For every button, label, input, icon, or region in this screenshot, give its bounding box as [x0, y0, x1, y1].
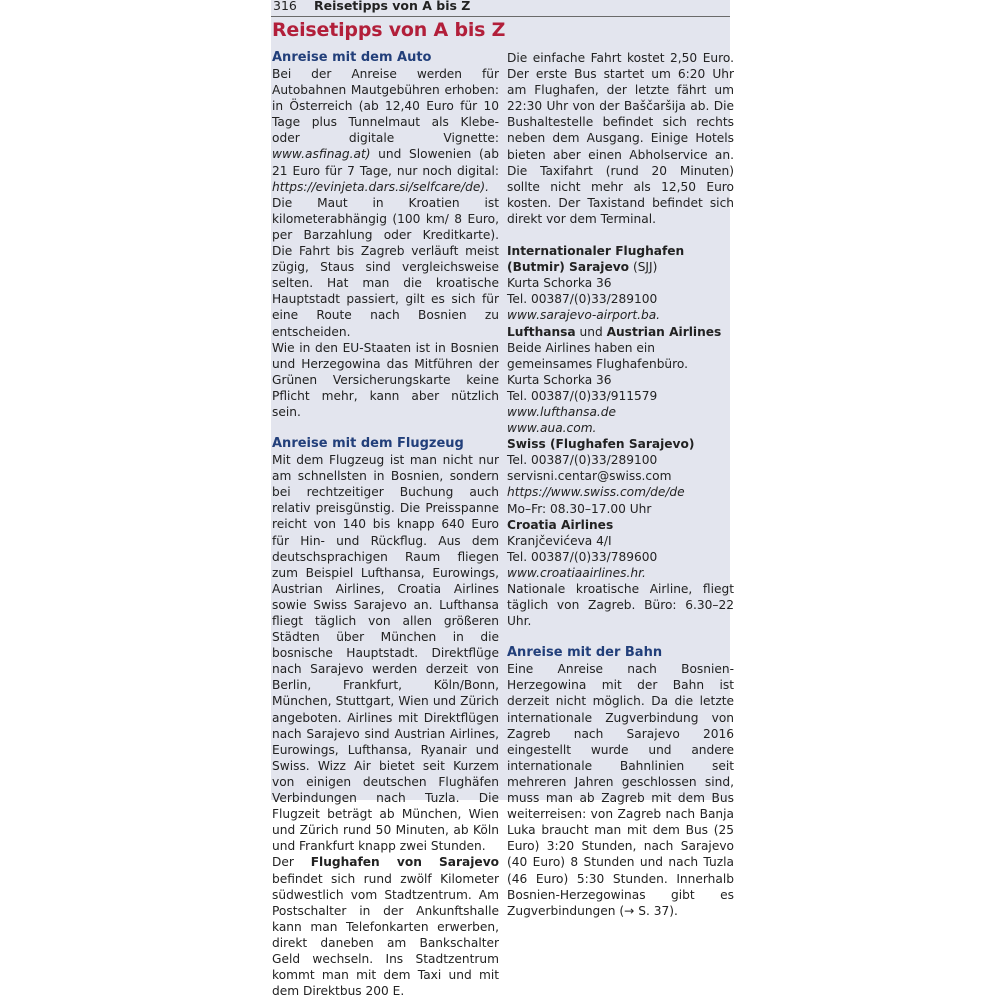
flug-paragraph-1: Mit dem Flugzeug ist man nicht nur am schnellsten in Bosnien, sondern bei rechtzeitiger Buchung auch relativ preisgünstig. Die Preisspanne reicht von 140 bis knapp 640 Euro für Hin- und Rückflug. Aus dem deutschsprachigen Raum fliegen zum Beispiel Lufthansa, Eurowings, Austrian Airlines, Croatia Airlines sowie Swiss Sarajevo an. Lufthansa fliegt täglich von allen größeren Städten über München in die bosnische Hauptstadt. Direktflüge nach Sarajevo werden derzeit von Berlin, Frankfurt, Köln/Bonn, München, Stuttgart, Wien und Zürich angeboten. Airlines mit Direktflügen nach Sarajevo sind Austrian Airlines, Eurowings, Lufthansa, Ryanair und Swiss. Wizz Air bietet seit Kurzem von einigen deutschen Flughäfen Verbindungen nach Tuzla. Die Flugzeit beträgt ab München, Wien und Zürich rund 50 Minuten, ab Köln und Frankfurt knapp zwei Stunden.	[272, 453, 499, 854]
evinjeta-link[interactable]: https://evinjeta.dars.si/selfcare/de).	[272, 179, 489, 194]
lufthansa-address: Kurta Schorka 36	[507, 372, 612, 387]
airport-web-link[interactable]: www.sarajevo-airport.ba.	[507, 308, 661, 323]
asfinag-link[interactable]: www.asfinag.at)	[272, 147, 371, 162]
lufthansa-tel: Tel. 00387/(0)33/911579	[507, 388, 658, 403]
airport-tel: Tel. 00387/(0)33/289100	[507, 292, 658, 307]
page-title: Reisetipps von A bis Z	[272, 19, 506, 41]
airport-code: (SJJ)	[632, 260, 658, 275]
flug-text-a: Der	[272, 855, 294, 870]
croatia-name: Croatia Airlines	[507, 517, 614, 532]
lufthansa-und: und	[579, 324, 603, 339]
airport-contact	[507, 243, 734, 323]
flughafen-sarajevo-term: Flughafen von Sarajevo	[310, 855, 500, 870]
croatia-address: Kranjčevićeva 4/I	[507, 533, 612, 548]
swiss-web-link[interactable]: https://www.swiss.com/de/de	[507, 485, 685, 500]
page-number: 316	[273, 0, 297, 13]
section-heading-auto: Anreise mit dem Auto	[272, 50, 432, 65]
croatia-tel: Tel. 00387/(0)33/789600	[507, 549, 658, 564]
croatia-web-link[interactable]: www.croatiaairlines.hr.	[507, 565, 646, 580]
swiss-hours: Mo–Fr: 08.30–17.00 Uhr	[507, 501, 652, 516]
austrian-name: Austrian Airlines	[606, 324, 722, 339]
left-column	[272, 50, 499, 999]
right-column	[507, 50, 734, 919]
lufthansa-name: Lufthansa	[507, 324, 576, 339]
running-title: Reisetipps von A bis Z	[314, 0, 471, 13]
airport-address: Kurta Schorka 36	[507, 276, 612, 291]
bus-paragraph: Die einfache Fahrt kostet 2,50 Euro. Der erste Bus startet um 6:20 Uhr am Flughafen, der letzte fährt um 22:30 Uhr von der Baščaršija ab. Die Bushaltestelle befindet sich rechts neben dem Ausgang. Einige Hotels bieten aber einen Abholservice an. Die Taxifahrt (rund 20 Minuten) sollte nicht mehr als 12,50 Euro kosten. Der Taxistand befindet sich direkt vor dem Terminal.	[507, 51, 734, 226]
auto-text-2: und Slowenien (ab 21 Euro für 7 Tage, nur noch digital:	[272, 147, 499, 178]
croatia-contact	[507, 517, 734, 630]
section-heading-flugzeug: Anreise mit dem Flugzeug	[272, 436, 464, 452]
swiss-contact	[507, 436, 734, 516]
swiss-tel: Tel. 00387/(0)33/289100	[507, 453, 658, 468]
flug-text-c: befindet sich rund zwölf Kilometer südwestlich vom Stadtzentrum. Am Postschalter in der Ankunftshalle kann man Telefonkarten erwerben, direkt daneben am Bankschalter Geld wechseln. Ins Stadtzentrum kommt man mit dem Taxi und mit dem Direktbus 200 E.	[272, 871, 499, 999]
lufthansa-desc: Beide Airlines haben ein gemeinsames Flughafenbüro.	[507, 340, 689, 371]
flug-paragraph-2	[272, 854, 499, 999]
auto-paragraph-2: Wie in den EU-Staaten ist in Bosnien und Herzegowina das Mitführen der Grünen Versicherungskarte keine Pflicht mehr, kann aber nützlich sein.	[272, 340, 499, 419]
section-heading-bahn: Anreise mit der Bahn	[507, 645, 663, 661]
running-header	[271, 0, 730, 17]
aua-web-link[interactable]: www.aua.com.	[507, 421, 597, 436]
auto-paragraph-1	[272, 66, 499, 340]
croatia-desc: Nationale kroatische Airline, fliegt täglich von Zagreb. Büro: 6.30–22 Uhr.	[507, 582, 734, 629]
swiss-name: Swiss (Flughafen Sarajevo)	[507, 437, 695, 452]
auto-text-1: Bei der Anreise werden für Autobahnen Mautgebühren erhoben: in Österreich (ab 12,40 Euro für 10 Tage plus Tunnelmaut als Klebe- oder digitale Vignette:	[272, 67, 499, 146]
lufthansa-web-link[interactable]: www.lufthansa.de	[507, 404, 617, 419]
airport-name: Internationaler Flughafen (Butmir) Sarajevo	[507, 244, 685, 275]
lufthansa-contact	[507, 324, 734, 437]
swiss-email[interactable]: servisni.centar@swiss.com	[507, 469, 672, 484]
bahn-paragraph: Eine Anreise nach Bosnien-Herzegowina mit der Bahn ist derzeit nicht möglich. Da die letzte internationale Zugverbindung von Zagreb nach Sarajevo 2016 eingestellt wurde und andere internationale Bahnlinien seit mehreren Jahren geschlossen sind, muss man ab Zagreb mit dem Bus weiterreisen: von Zagreb nach Banja Luka braucht man mit dem Bus (25 Euro) 3:20 Stunden, nach Sarajevo (40 Euro) 8 Stunden und nach Tuzla (46 Euro) 5:30 Stunden. Innerhalb Bosnien-Herzegowinas gibt es Zugverbindungen (→ S. 37).	[507, 662, 734, 918]
book-page	[271, 0, 734, 999]
auto-text-3: Die Maut in Kroatien ist kilometerabhängig (100 km/ 8 Euro, per Barzahlung oder Kreditkarte). Die Fahrt bis Zagreb verläuft meist zügig, Staus sind vergleichsweise selten. Hat man die kroatische Hauptstadt passiert, gilt es sich für eine Route nach Bosnien zu entscheiden.	[272, 195, 499, 339]
